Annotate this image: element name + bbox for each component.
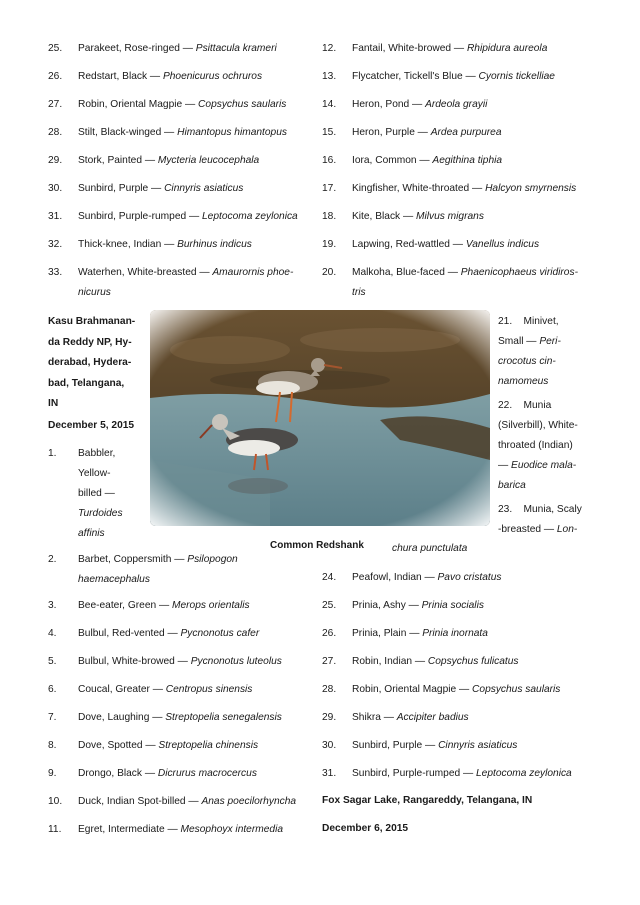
scientific-name: Prinia inornata — [422, 628, 488, 639]
date-heading: December 5, 2015 — [48, 420, 135, 431]
item-number: 7. — [48, 712, 57, 723]
item-number: 26. — [322, 628, 337, 639]
common-name: Sunbird, Purple — — [352, 740, 439, 751]
item-text — [352, 98, 487, 112]
item-number: 20. — [322, 267, 337, 278]
common-name: Munia — [523, 400, 552, 411]
item-number: 27. — [48, 99, 63, 110]
item-number: 23. — [498, 504, 513, 515]
item-text — [78, 599, 250, 613]
item-number: 15. — [322, 127, 337, 138]
common-name: Peafowl, Indian — — [352, 572, 438, 583]
common-name: Heron, Purple — — [352, 127, 431, 138]
item-text — [352, 571, 502, 585]
scientific-name: Phoenicurus ochruros — [162, 71, 263, 82]
scientific-name: tris — [352, 287, 366, 298]
item-number: 21. — [498, 316, 513, 327]
item-number: 31. — [48, 211, 63, 222]
site-heading-line: derabad, Hydera- — [48, 357, 132, 368]
scientific-name: Himantopus himantopus — [177, 127, 287, 138]
item-text — [78, 711, 282, 725]
date-heading-2: December 6, 2015 — [322, 823, 409, 834]
site-heading-line: Kasu Brahmanan- — [48, 316, 136, 327]
site-heading — [48, 312, 135, 415]
common-name: Shikra — — [352, 712, 397, 723]
scientific-name: Ardea purpurea — [430, 127, 502, 138]
photo-image — [150, 310, 490, 526]
common-name: Prinia, Plain — — [352, 628, 423, 639]
common-name: (Silverbill), White- — [498, 420, 578, 431]
item-text — [352, 154, 502, 168]
scientific-name: Anas poecilorhyncha — [201, 796, 297, 807]
common-name: Duck, Indian Spot-billed — — [78, 796, 202, 807]
scientific-name: Streptopelia chinensis — [158, 740, 259, 751]
common-name: Lapwing, Red-wattled — — [352, 239, 466, 250]
item-line — [498, 332, 561, 352]
item-text — [78, 739, 258, 753]
common-name: Babbler, — [78, 448, 116, 459]
redshank-photo — [150, 310, 490, 526]
common-name: Robin, Oriental Magpie — — [78, 99, 199, 110]
scientific-name: Leptocoma zeylonica — [202, 211, 298, 222]
item-number: 30. — [322, 740, 337, 751]
scientific-name: Euodice mala- — [511, 460, 577, 471]
site-heading-line: da Reddy NP, Hy- — [48, 336, 132, 348]
item-text — [352, 627, 488, 641]
common-name: Stork, Painted — — [78, 155, 158, 166]
common-name: Egret, Intermediate — — [78, 824, 181, 835]
item-text — [352, 655, 519, 669]
common-name: Fantail, White-browed — — [352, 43, 467, 54]
item-text — [78, 42, 277, 56]
scientific-name: Copsychus saularis — [198, 99, 287, 110]
scientific-name: haemacephalus — [78, 574, 150, 585]
item-text — [78, 553, 238, 567]
item-text — [352, 599, 484, 613]
common-name: Iora, Common — — [352, 155, 433, 166]
scientific-name: Copsychus fulicatus — [427, 656, 519, 667]
item-text — [78, 655, 282, 669]
scientific-name: barica — [498, 480, 526, 491]
item-number: 5. — [48, 656, 57, 667]
common-name: Small — — [498, 336, 540, 347]
common-name: Sunbird, Purple-rumped — — [352, 768, 477, 779]
common-name: Heron, Pond — — [352, 99, 426, 110]
photo-caption: Common Redshank — [270, 540, 364, 551]
scientific-name: Rhipidura aureola — [466, 43, 548, 54]
item-text — [352, 711, 469, 725]
scientific-name: Psittacula krameri — [195, 43, 277, 54]
item-number: 19. — [322, 239, 337, 250]
item-text — [352, 42, 547, 56]
item-line — [498, 520, 582, 540]
item-number: 13. — [322, 71, 337, 82]
common-name: Prinia, Ashy — — [352, 600, 422, 611]
item-text — [78, 182, 243, 196]
scientific-name: Milvus migrans — [415, 211, 484, 222]
item-number: 29. — [322, 712, 337, 723]
scientific-name: Prinia socialis — [421, 600, 484, 611]
scientific-name: Mycteria leucocephala — [157, 155, 260, 166]
item-text — [352, 210, 484, 224]
scientific-name: affinis — [78, 528, 105, 539]
item-text — [78, 627, 259, 641]
common-name: Bulbul, Red-vented — — [78, 628, 181, 639]
common-name: Thick-knee, Indian — — [78, 239, 178, 250]
item-number: 25. — [48, 43, 63, 54]
item-number: 14. — [322, 99, 337, 110]
item-number: 3. — [48, 600, 57, 611]
item-number: 16. — [322, 155, 337, 166]
scientific-name: Cinnyris asiaticus — [438, 740, 518, 751]
common-name: Waterhen, White-breasted — — [78, 267, 213, 278]
item-text — [78, 823, 283, 837]
scientific-name: Burhinus indicus — [177, 239, 252, 250]
common-name: Kingfisher, White-throated — — [352, 183, 486, 194]
site-heading-line: bad, Telangana, — [48, 377, 125, 389]
scientific-name: Aegithina tiphia — [432, 155, 503, 166]
item-number: 12. — [322, 43, 337, 54]
item-text — [78, 444, 123, 544]
common-name: Bulbul, White-browed — — [78, 656, 191, 667]
common-name: Barbet, Coppersmith — — [78, 554, 188, 565]
scientific-name: Vanellus indicus — [465, 239, 540, 250]
item-text — [352, 266, 578, 280]
common-name: Kite, Black — — [352, 211, 416, 222]
common-name: Yellow- — [78, 468, 111, 479]
item-text — [78, 154, 259, 168]
item-text — [78, 70, 262, 84]
item-number: 31. — [322, 768, 337, 779]
scientific-name: chura punctulata — [392, 543, 468, 554]
item-number: 26. — [48, 71, 63, 82]
common-name: Coucal, Greater — — [78, 684, 166, 695]
scientific-name: Psilopogon — [187, 554, 238, 565]
item-number: 17. — [322, 183, 337, 194]
scientific-name: nicurus — [78, 287, 111, 298]
common-name: Dove, Spotted — — [78, 740, 159, 751]
site-heading-line: IN — [48, 398, 59, 409]
common-name: Flycatcher, Tickell's Blue — — [352, 71, 479, 82]
item-number: 10. — [48, 796, 63, 807]
item-text — [352, 767, 572, 781]
item-number: 22. — [498, 400, 513, 411]
item-text — [352, 739, 517, 753]
item-line — [498, 312, 561, 332]
item-number: 30. — [48, 183, 63, 194]
item-number: 9. — [48, 768, 57, 779]
item-text — [352, 238, 539, 252]
common-name: Redstart, Black — — [78, 71, 163, 82]
item-line — [498, 396, 578, 416]
scientific-name: Leptocoma zeylonica — [476, 768, 572, 779]
common-name: Munia, Scaly — [523, 504, 582, 515]
dash: — — [498, 460, 512, 471]
scientific-name: Turdoides — [78, 508, 123, 519]
scientific-name: Peri- — [539, 336, 561, 347]
common-name: Bee-eater, Green — — [78, 600, 172, 611]
item-line — [498, 456, 578, 476]
item-number: 29. — [48, 155, 63, 166]
scientific-name: Streptopelia senegalensis — [165, 712, 282, 723]
item-number: 25. — [322, 600, 337, 611]
item-number: 32. — [48, 239, 63, 250]
common-name: Parakeet, Rose-ringed — — [78, 43, 196, 54]
scientific-name: Pavo cristatus — [437, 572, 502, 583]
common-name: throated (Indian) — [498, 440, 573, 451]
site-heading-2: Fox Sagar Lake, Rangareddy, Telangana, IN — [322, 795, 533, 806]
scientific-name: crocotus cin- — [498, 356, 556, 367]
common-name: -breasted — — [498, 524, 557, 535]
scientific-name: Pycnonotus cafer — [180, 628, 260, 639]
item-text — [78, 683, 252, 697]
item-number: 11. — [48, 824, 62, 835]
scientific-name: Centropus sinensis — [165, 684, 253, 695]
item-number: 33. — [48, 267, 63, 278]
item-text — [352, 70, 555, 84]
common-name: Dove, Laughing — — [78, 712, 166, 723]
item-number: 18. — [322, 211, 337, 222]
scientific-name: namomeus — [498, 376, 549, 387]
item-text — [78, 266, 293, 280]
item-text — [352, 683, 560, 697]
list-item — [498, 396, 578, 496]
item-text — [352, 126, 502, 140]
scientific-name: Ardeola grayii — [425, 99, 488, 110]
item-text — [78, 98, 286, 112]
scientific-name: Lon- — [556, 524, 578, 535]
common-name: Stilt, Black-winged — — [78, 127, 178, 138]
item-number: 28. — [322, 684, 337, 695]
scientific-name: Mesophoyx intermedia — [180, 824, 283, 835]
scientific-name: Cyornis tickelliae — [478, 71, 555, 82]
item-text — [78, 238, 252, 252]
scientific-name: Copsychus saularis — [472, 684, 561, 695]
scientific-name: Merops orientalis — [172, 600, 250, 611]
item-number: 27. — [322, 656, 337, 667]
item-text — [352, 182, 576, 196]
common-name: Sunbird, Purple-rumped — — [78, 211, 203, 222]
common-name: Sunbird, Purple — — [78, 183, 165, 194]
item-number: 8. — [48, 740, 57, 751]
common-name: Minivet, — [523, 316, 559, 327]
item-number: 6. — [48, 684, 57, 695]
common-name: Drongo, Black — — [78, 768, 158, 779]
item-line — [498, 500, 582, 520]
item-number: 24. — [322, 572, 337, 583]
scientific-name: Halcyon smyrnensis — [485, 183, 577, 194]
item-number: 4. — [48, 628, 57, 639]
list-item — [498, 500, 582, 540]
item-text — [78, 795, 296, 809]
scientific-name: Dicrurus macrocercus — [157, 768, 257, 779]
common-name: billed — — [78, 488, 115, 499]
scientific-name: Phaenicophaeus viridiros- — [460, 267, 578, 278]
item-number: 1. — [48, 448, 57, 459]
item-text — [78, 210, 298, 224]
scientific-name: Cinnyris asiaticus — [164, 183, 244, 194]
list-item — [498, 312, 561, 392]
item-number: 28. — [48, 127, 63, 138]
item-number: 2. — [48, 554, 57, 565]
common-name: Malkoha, Blue-faced — — [352, 267, 461, 278]
scientific-name: Accipiter badius — [396, 712, 469, 723]
item-text — [78, 767, 257, 781]
item-text — [78, 126, 287, 140]
common-name: Robin, Oriental Magpie — — [352, 684, 473, 695]
scientific-name: Pycnonotus luteolus — [190, 656, 282, 667]
common-name: Robin, Indian — — [352, 656, 428, 667]
scientific-name: Amaurornis phoe- — [212, 267, 294, 278]
